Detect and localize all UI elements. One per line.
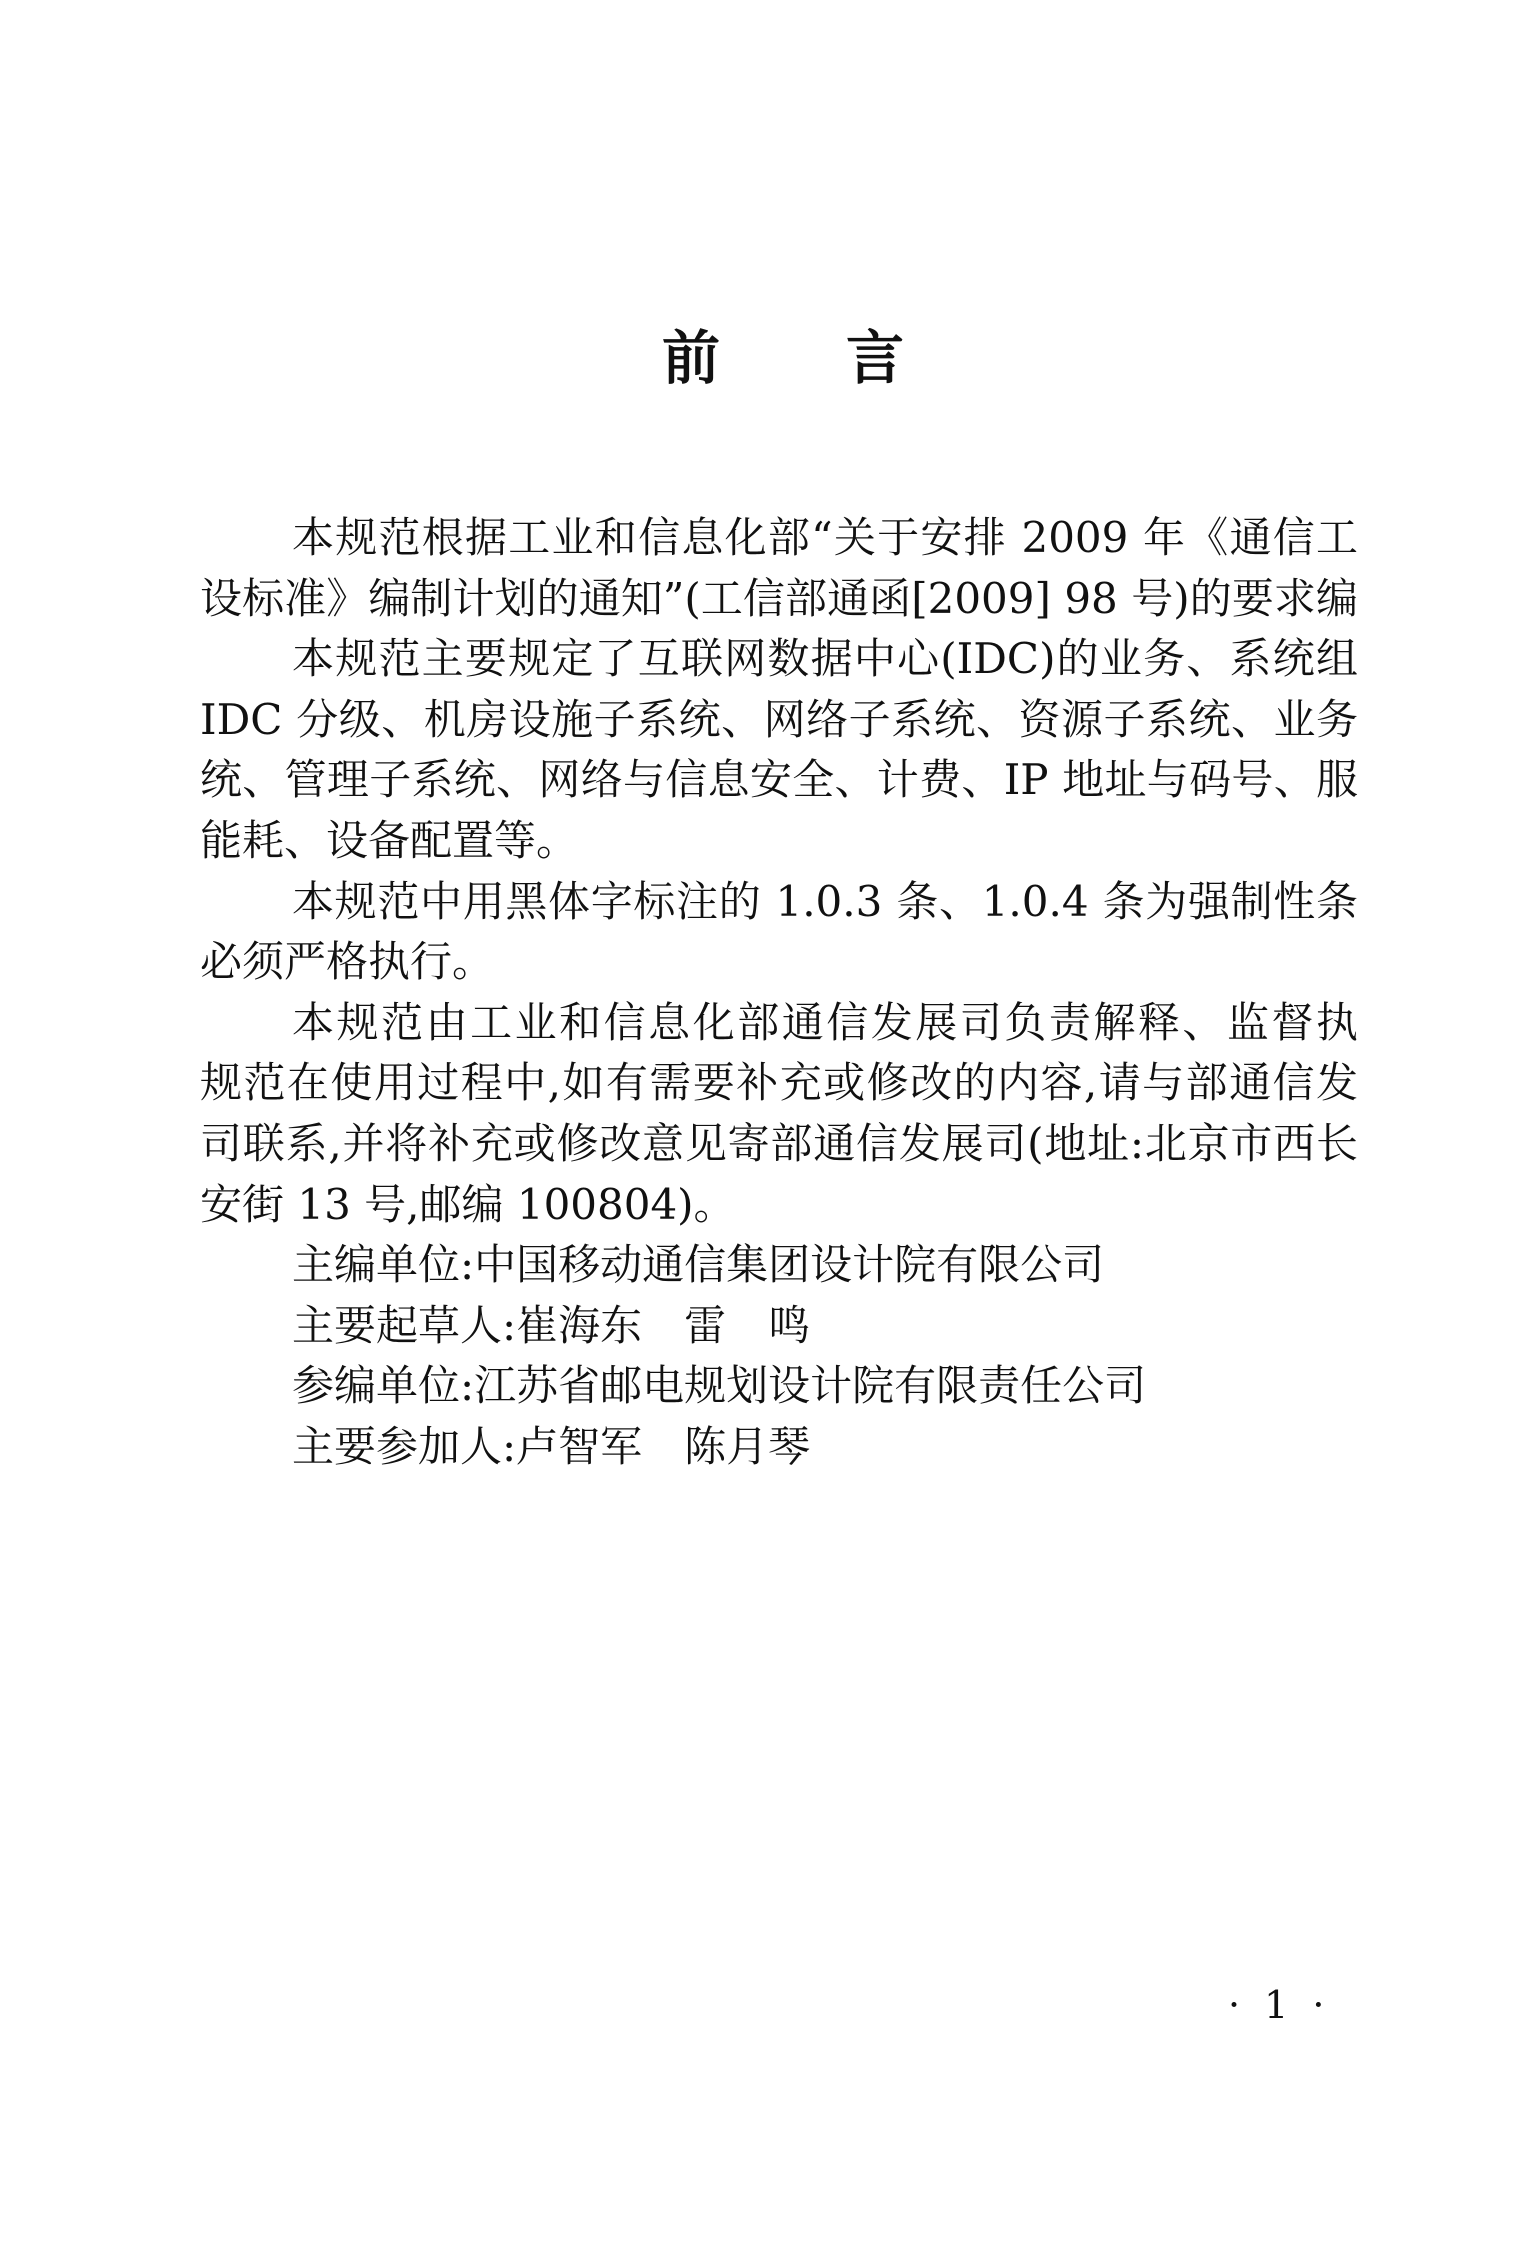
- paragraph-line: 司联系,并将补充或修改意见寄部通信发展司(地址:北京市西长: [200, 1118, 1358, 1168]
- page-number: · 1 ·: [1228, 1983, 1331, 2027]
- participants: 主要参加人:卢智军 陈月琴: [292, 1421, 811, 1471]
- paragraph-line: 设标准》编制计划的通知”(工信部通函[2009] 98 号)的要求编: [200, 573, 1358, 623]
- paragraph-line: 能耗、设备配置等。: [200, 815, 579, 865]
- paragraph-line: 本规范主要规定了互联网数据中心(IDC)的业务、系统组: [292, 634, 1358, 684]
- preface-body: [200, 508, 1358, 1478]
- title-char-1: 前: [662, 324, 721, 392]
- paragraph-line: 本规范由工业和信息化部通信发展司负责解释、监督执: [292, 997, 1358, 1047]
- paragraph-line: 必须严格执行。: [200, 937, 495, 987]
- paragraph-line: 统、管理子系统、网络与信息安全、计费、IP 地址与码号、服: [200, 755, 1358, 805]
- paragraph-line: 本规范中用黑体字标注的 1.0.3 条、1.0.4 条为强制性条: [292, 876, 1358, 926]
- paragraph-line: 规范在使用过程中,如有需要补充或修改的内容,请与部通信发: [200, 1058, 1358, 1108]
- chief-editor-unit: 主编单位:中国移动通信集团设计院有限公司: [292, 1240, 1105, 1290]
- paragraph-line: IDC 分级、机房设施子系统、网络子系统、资源子系统、业务: [200, 694, 1358, 744]
- title-char-2: 言: [846, 324, 905, 392]
- participating-unit: 参编单位:江苏省邮电规划设计院有限责任公司: [292, 1361, 1147, 1411]
- chief-drafters: 主要起草人:崔海东 雷 鸣: [292, 1300, 811, 1350]
- paragraph-line: 本规范根据工业和信息化部“关于安排 2009 年《通信工: [292, 513, 1358, 562]
- paragraph-line: 安街 13 号,邮编 100804)。: [200, 1179, 736, 1229]
- page-title: [0, 318, 1536, 398]
